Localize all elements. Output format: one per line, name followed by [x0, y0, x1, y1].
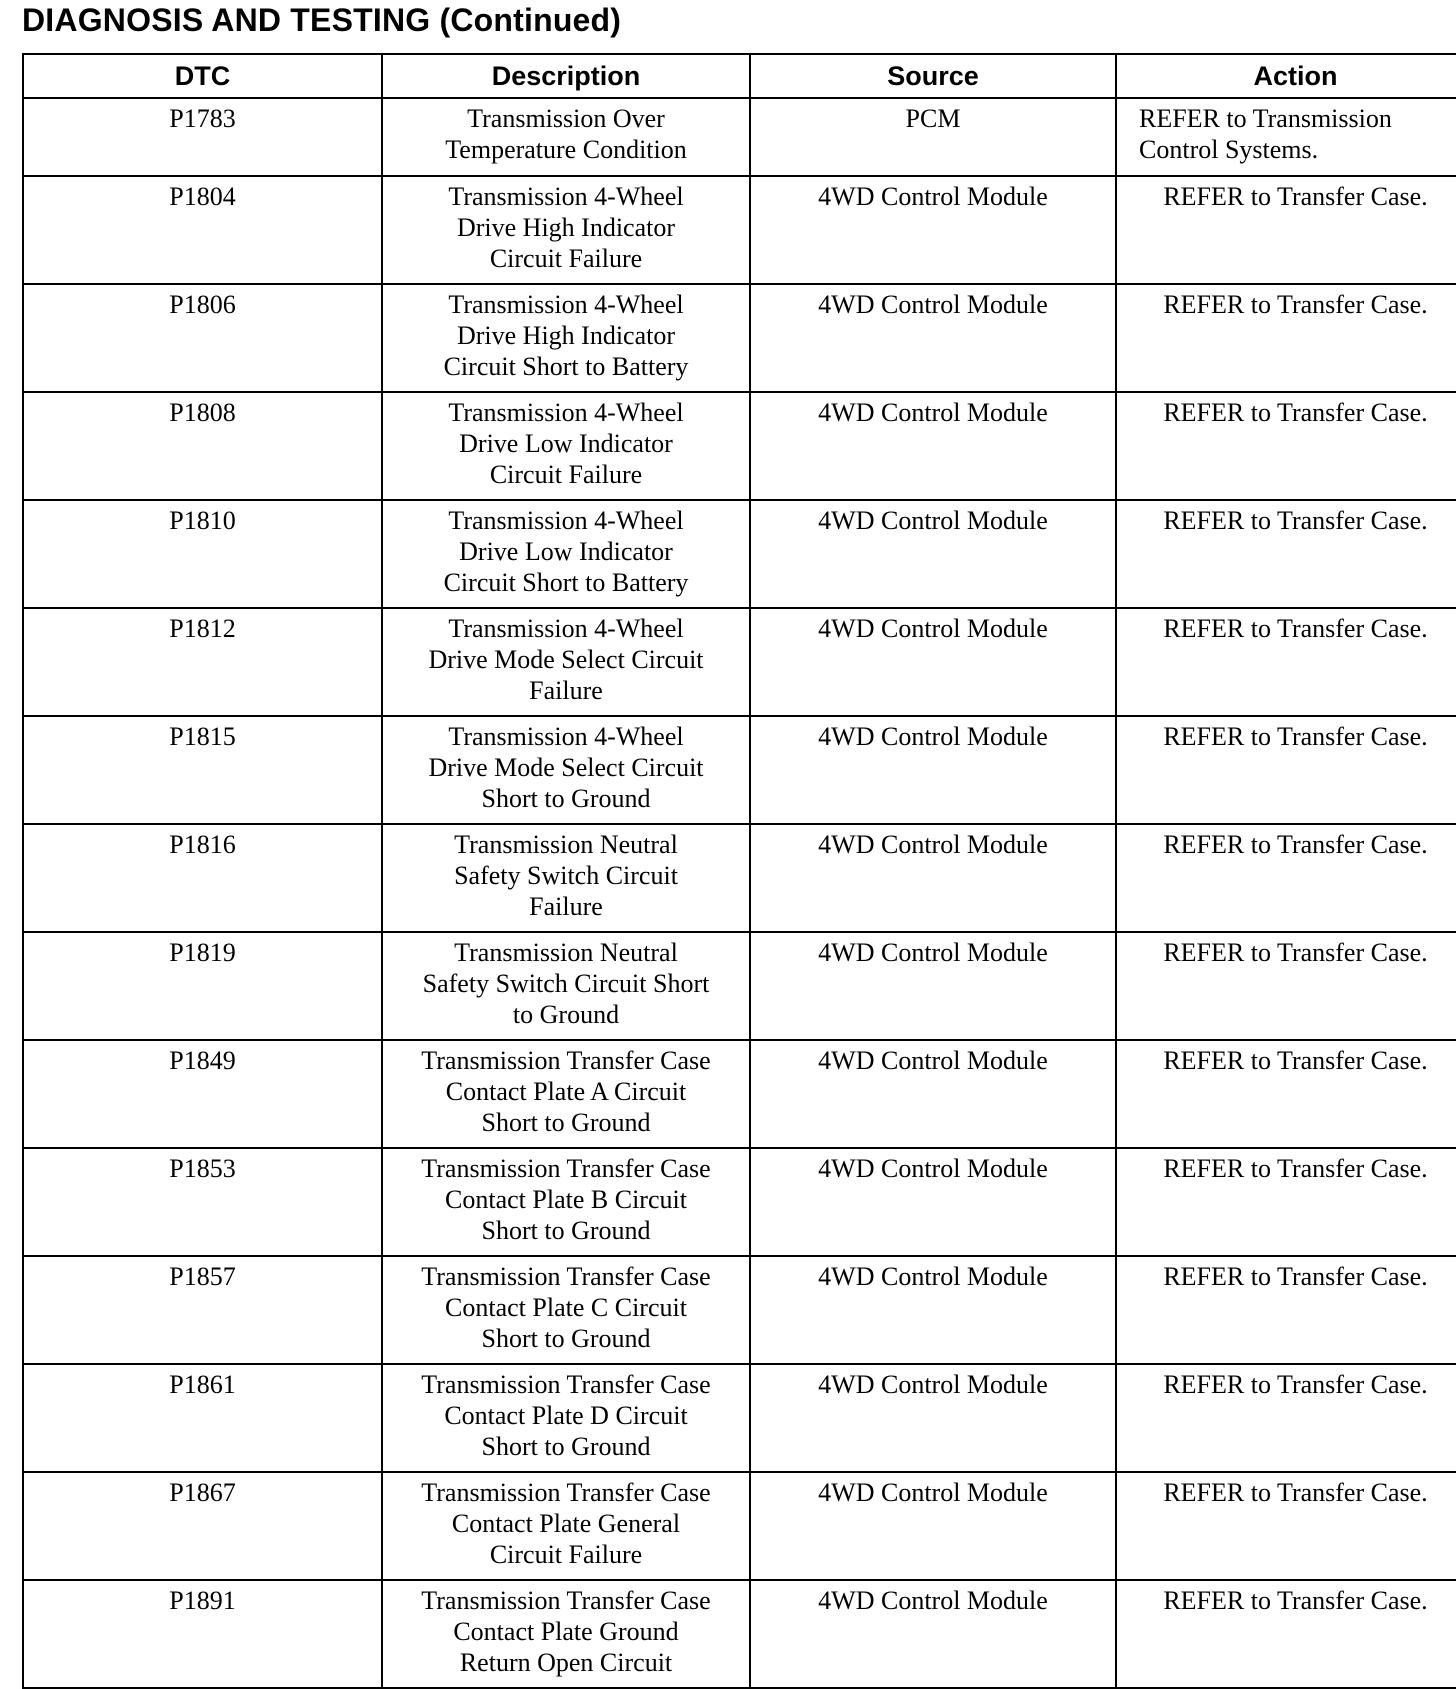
- table-row: [23, 608, 1456, 716]
- description-line: Transmission 4-Wheel: [448, 614, 684, 643]
- dtc-code: P1857: [23, 1256, 382, 1364]
- table-row: [23, 1256, 1456, 1364]
- description-line: Safety Switch Circuit Short: [422, 969, 710, 998]
- description-line: Transmission Transfer Case: [421, 1154, 711, 1183]
- source-cell: 4WD Control Module: [750, 824, 1116, 932]
- table-row: [23, 1040, 1456, 1148]
- column-header-dtc: DTC: [23, 54, 382, 98]
- dtc-code: P1816: [23, 824, 382, 932]
- description-line: Transmission 4-Wheel: [448, 722, 684, 751]
- action-line: REFER to Transmission: [1139, 104, 1392, 133]
- source-cell: 4WD Control Module: [750, 1148, 1116, 1256]
- description-line: Contact Plate B Circuit: [445, 1185, 687, 1214]
- description-line: Drive Low Indicator: [459, 537, 673, 566]
- description-cell: [382, 1040, 750, 1148]
- description-line: Short to Ground: [481, 1216, 651, 1245]
- table-row: [23, 1364, 1456, 1472]
- description-cell: [382, 716, 750, 824]
- table-row: [23, 1472, 1456, 1580]
- source-cell: 4WD Control Module: [750, 1256, 1116, 1364]
- table-row: [23, 98, 1456, 176]
- description-cell: [382, 932, 750, 1040]
- table-row: [23, 392, 1456, 500]
- description-cell: [382, 284, 750, 392]
- dtc-code: P1867: [23, 1472, 382, 1580]
- description-line: Transmission Over: [467, 104, 665, 133]
- description-line: Transmission 4-Wheel: [448, 290, 684, 319]
- description-line: Circuit Failure: [489, 1540, 643, 1569]
- description-line: Short to Ground: [481, 1432, 651, 1461]
- description-line: Contact Plate General: [451, 1509, 681, 1538]
- dtc-code: P1853: [23, 1148, 382, 1256]
- source-cell: 4WD Control Module: [750, 392, 1116, 500]
- description-cell: [382, 500, 750, 608]
- description-cell: [382, 1364, 750, 1472]
- description-line: to Ground: [512, 1000, 620, 1029]
- action-cell: REFER to Transfer Case.: [1116, 176, 1456, 284]
- dtc-code: P1849: [23, 1040, 382, 1148]
- dtc-code: P1812: [23, 608, 382, 716]
- action-cell: REFER to Transfer Case.: [1116, 1580, 1456, 1688]
- source-cell: 4WD Control Module: [750, 1364, 1116, 1472]
- page-title: DIAGNOSIS AND TESTING (Continued): [22, 2, 622, 38]
- source-cell: 4WD Control Module: [750, 1580, 1116, 1688]
- description-cell: [382, 1256, 750, 1364]
- description-line: Return Open Circuit: [459, 1648, 673, 1677]
- source-cell: 4WD Control Module: [750, 284, 1116, 392]
- dtc-code: P1806: [23, 284, 382, 392]
- description-line: Transmission Transfer Case: [421, 1262, 711, 1291]
- description-cell: [382, 1148, 750, 1256]
- dtc-table: [22, 53, 1456, 1689]
- description-line: Contact Plate Ground: [453, 1617, 679, 1646]
- description-line: Circuit Failure: [489, 460, 643, 489]
- description-line: Circuit Failure: [489, 244, 643, 273]
- description-line: Drive High Indicator: [456, 321, 676, 350]
- table-row: [23, 500, 1456, 608]
- source-cell: 4WD Control Module: [750, 1040, 1116, 1148]
- description-line: Contact Plate A Circuit: [445, 1077, 687, 1106]
- action-cell: REFER to Transfer Case.: [1116, 500, 1456, 608]
- description-line: Transmission 4-Wheel: [448, 506, 684, 535]
- description-line: Drive Mode Select Circuit: [428, 645, 704, 674]
- dtc-code: P1819: [23, 932, 382, 1040]
- action-cell: REFER to Transfer Case.: [1116, 932, 1456, 1040]
- action-cell: [1116, 98, 1456, 176]
- description-cell: [382, 1472, 750, 1580]
- description-line: Failure: [529, 892, 603, 921]
- description-line: Transmission Transfer Case: [421, 1586, 711, 1615]
- table-row: [23, 1580, 1456, 1688]
- table-row: [23, 1148, 1456, 1256]
- source-cell: PCM: [750, 98, 1116, 176]
- description-cell: [382, 608, 750, 716]
- table-row: [23, 716, 1456, 824]
- description-cell: [382, 1580, 750, 1688]
- description-line: Transmission Transfer Case: [421, 1370, 711, 1399]
- description-line: Drive Mode Select Circuit: [428, 753, 704, 782]
- table-row: [23, 284, 1456, 392]
- action-line: Control Systems.: [1139, 135, 1319, 164]
- description-line: Contact Plate D Circuit: [444, 1401, 688, 1430]
- source-cell: 4WD Control Module: [750, 716, 1116, 824]
- description-line: Drive High Indicator: [456, 213, 676, 242]
- description-line: Circuit Short to Battery: [443, 352, 689, 381]
- description-cell: [382, 176, 750, 284]
- description-line: Transmission 4-Wheel: [448, 182, 684, 211]
- dtc-code: P1810: [23, 500, 382, 608]
- table-row: [23, 824, 1456, 932]
- description-line: Short to Ground: [481, 1324, 651, 1353]
- source-cell: 4WD Control Module: [750, 932, 1116, 1040]
- description-line: Short to Ground: [481, 1108, 651, 1137]
- source-cell: 4WD Control Module: [750, 500, 1116, 608]
- description-line: Transmission Transfer Case: [421, 1046, 711, 1075]
- dtc-code: P1891: [23, 1580, 382, 1688]
- table-row: [23, 176, 1456, 284]
- action-cell: REFER to Transfer Case.: [1116, 716, 1456, 824]
- description-cell: [382, 824, 750, 932]
- action-cell: REFER to Transfer Case.: [1116, 1040, 1456, 1148]
- action-cell: REFER to Transfer Case.: [1116, 1256, 1456, 1364]
- dtc-code: P1861: [23, 1364, 382, 1472]
- source-cell: 4WD Control Module: [750, 608, 1116, 716]
- action-cell: REFER to Transfer Case.: [1116, 284, 1456, 392]
- table-header-row: [23, 54, 1456, 98]
- description-line: Transmission Neutral: [454, 830, 678, 859]
- action-cell: REFER to Transfer Case.: [1116, 608, 1456, 716]
- description-line: Transmission Neutral: [454, 938, 678, 967]
- description-line: Transmission 4-Wheel: [448, 398, 684, 427]
- column-header-action: Action: [1116, 54, 1456, 98]
- description-cell: [382, 392, 750, 500]
- table-row: [23, 932, 1456, 1040]
- column-header-description: Description: [382, 54, 750, 98]
- dtc-code: P1815: [23, 716, 382, 824]
- action-cell: REFER to Transfer Case.: [1116, 392, 1456, 500]
- description-line: Contact Plate C Circuit: [445, 1293, 687, 1322]
- description-line: Circuit Short to Battery: [443, 568, 689, 597]
- action-cell: REFER to Transfer Case.: [1116, 824, 1456, 932]
- action-cell: REFER to Transfer Case.: [1116, 1148, 1456, 1256]
- action-cell: REFER to Transfer Case.: [1116, 1364, 1456, 1472]
- description-line: Safety Switch Circuit: [454, 861, 678, 890]
- description-cell: [382, 98, 750, 176]
- source-cell: 4WD Control Module: [750, 1472, 1116, 1580]
- description-line: Transmission Transfer Case: [421, 1478, 711, 1507]
- dtc-code: P1808: [23, 392, 382, 500]
- description-line: Failure: [529, 676, 603, 705]
- action-cell: REFER to Transfer Case.: [1116, 1472, 1456, 1580]
- source-cell: 4WD Control Module: [750, 176, 1116, 284]
- column-header-source: Source: [750, 54, 1116, 98]
- description-line: Temperature Condition: [445, 135, 687, 164]
- dtc-code: P1804: [23, 176, 382, 284]
- description-line: Drive Low Indicator: [459, 429, 673, 458]
- description-line: Short to Ground: [481, 784, 651, 813]
- dtc-code: P1783: [23, 98, 382, 176]
